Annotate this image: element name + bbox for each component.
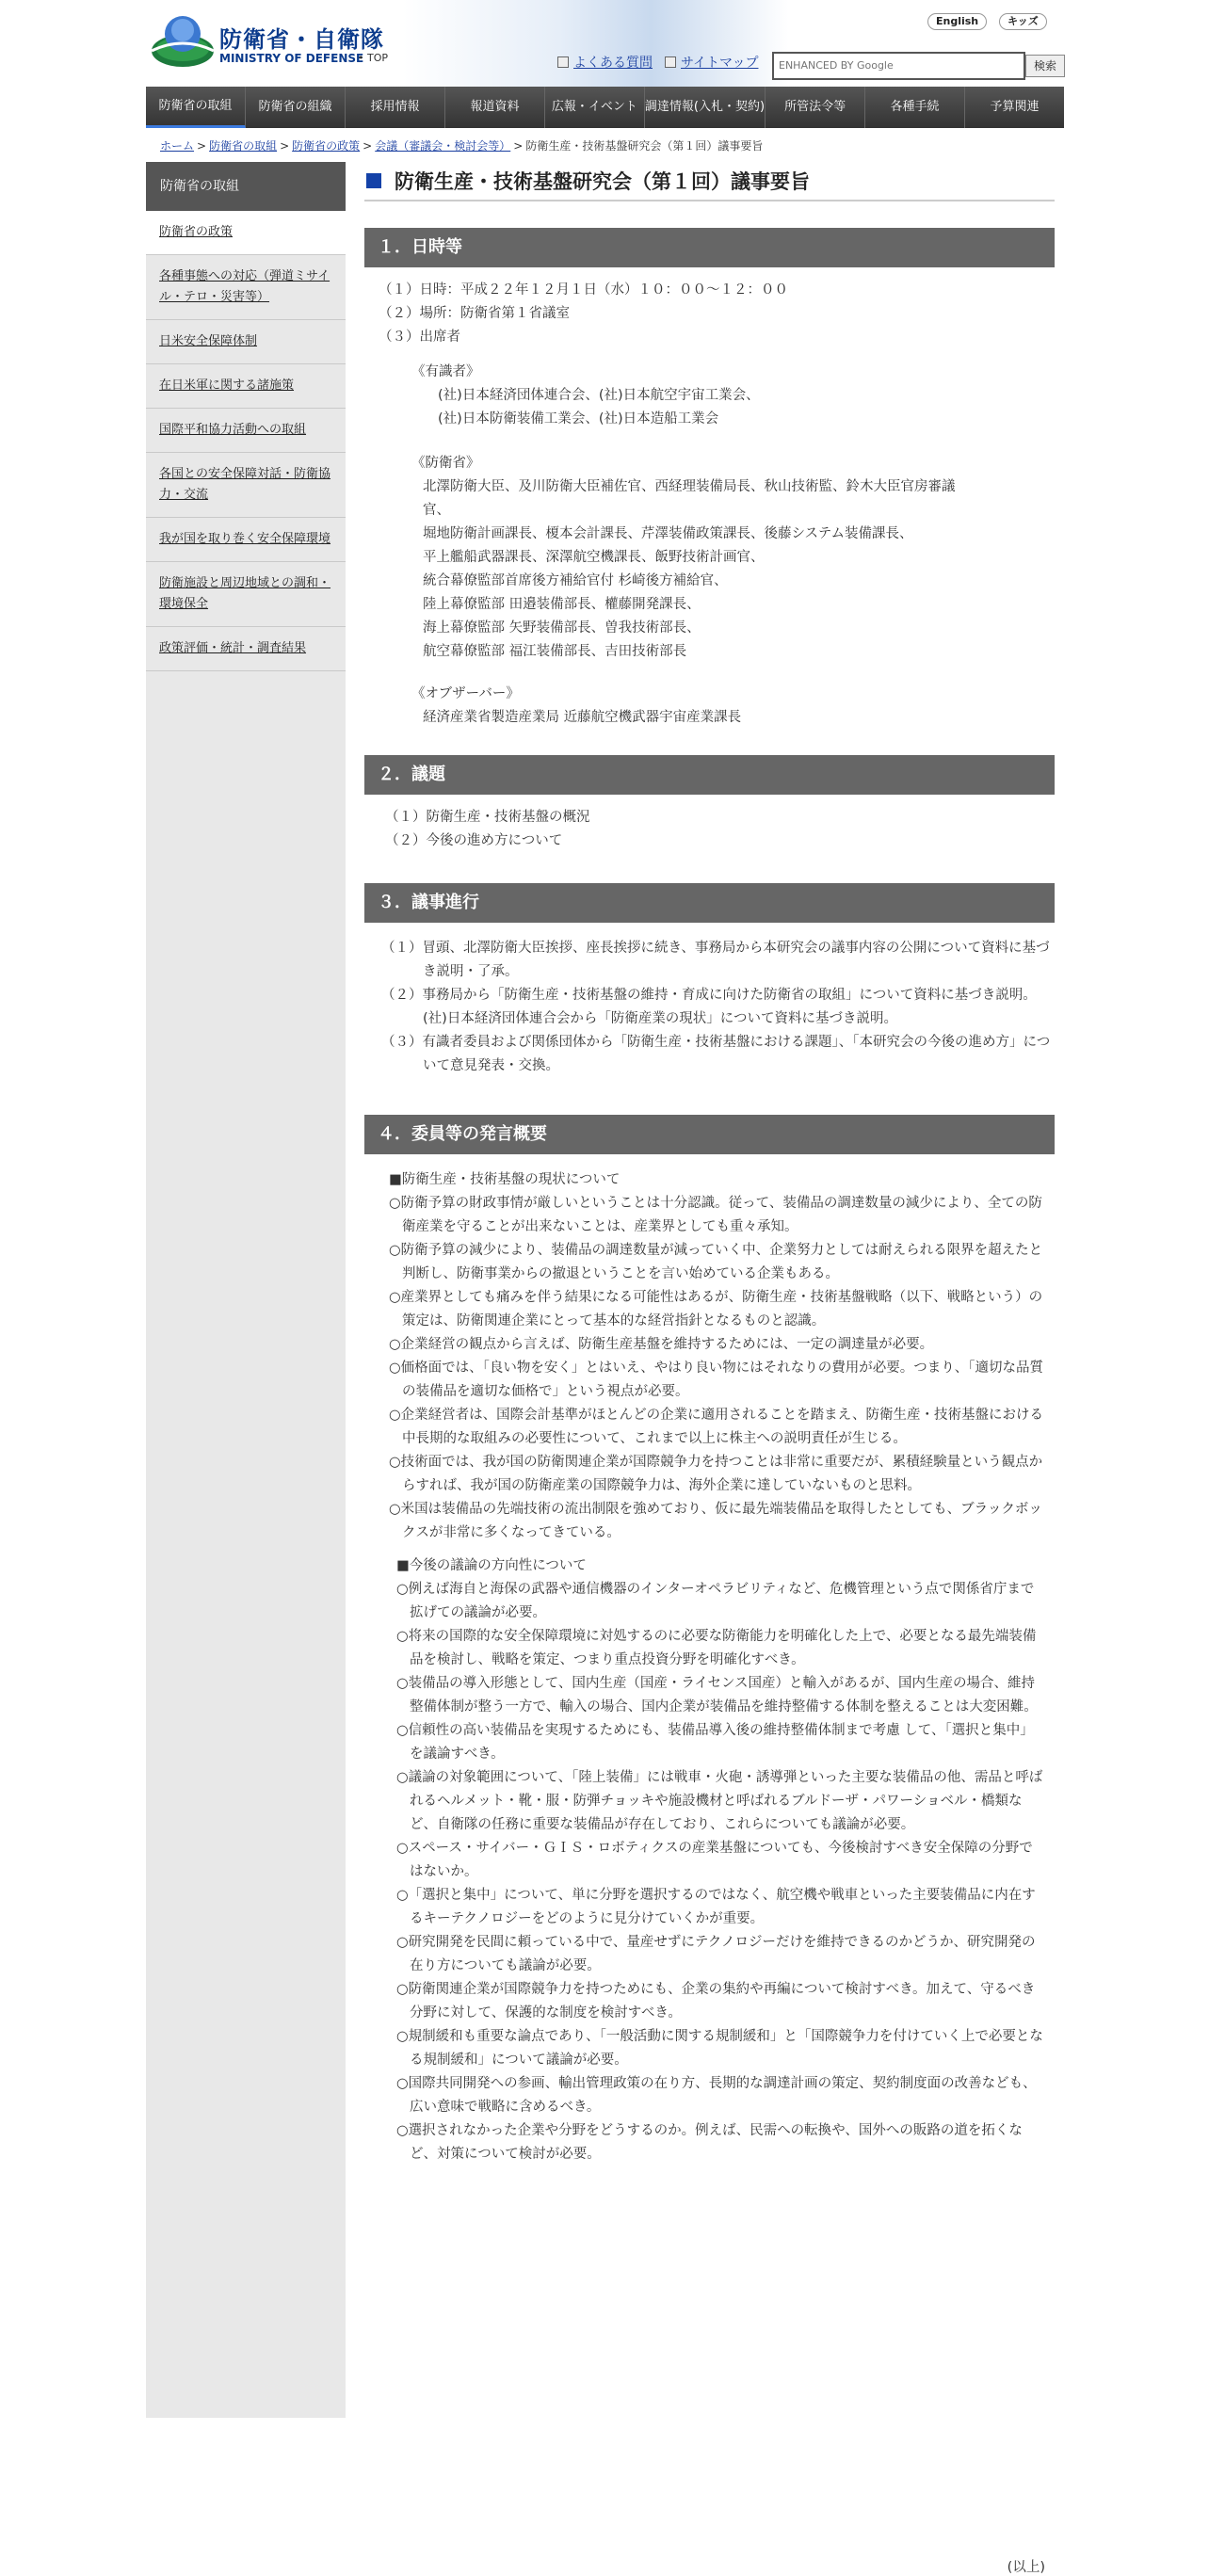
remark-item: ○防衛予算の財政事情が厳しいということは十分認識。従って、装備品の調達数量の減少により、全ての防衛産業を守ることが出来ないことは、産業界としても重々承知。: [389, 1196, 1042, 1234]
page-title-text: 防衛生産・技術基盤研究会（第１回）議事要旨: [395, 170, 810, 193]
remarks-list-future: [364, 1578, 1055, 2166]
section-proceedings-body: [364, 937, 1055, 1078]
remark-item: ○例えば海自と海保の武器や通信機器のインターオペラビリティなど、危機管理という点で関係省庁まで拡げての議論が必要。: [396, 1582, 1035, 1620]
remark-item: ○技術面では、我が国の防衛関連企業が国際競争力を持つことは非常に重要だが、累積経験量という観点からすれば、我が国の防衛産業の国際競争力は、海外企業に達していないものと思料。: [389, 1455, 1043, 1493]
mod-line: 北澤防衛大臣、及川防衛大臣補佐官、西経理装備局長、秋山技術監、鈴木大臣官房審議: [423, 479, 956, 494]
kids-button[interactable]: キッズ: [999, 13, 1047, 30]
nav-item-procedures[interactable]: 各種手続: [865, 87, 965, 128]
global-nav: [146, 87, 1064, 128]
experts-heading: 《有識者》: [411, 364, 480, 379]
section-datetime-heading: １．日時等: [364, 228, 1055, 267]
breadcrumb-home[interactable]: ホーム: [160, 139, 195, 153]
sidebar-item-facilities-harmony[interactable]: 防衛施設と周辺地域との調和・環境保全: [146, 562, 346, 627]
section-proceedings-heading: ３．議事進行: [364, 883, 1055, 923]
remark-item: ○研究開発を民間に頼っている中で、量産せずにテクノロジーだけを維持できるのかどうか、研究開発の在り方についても議論が必要。: [396, 1935, 1036, 1973]
remark-item: ○企業経営の観点から言えば、防衛生産基盤を維持するためには、一定の調達量が必要。: [389, 1337, 934, 1352]
nav-item-recruitment[interactable]: 採用情報: [346, 87, 445, 128]
page-title: [364, 162, 1055, 201]
remark-item: ○信頼性の高い装備品を実現するためにも、装備品導入後の維持整備体制まで考慮 して、「選択と集中」を議論すべき。: [396, 1723, 1034, 1762]
title-square-icon: [366, 173, 381, 188]
sidebar-item-policy[interactable]: 防衛省の政策: [146, 211, 346, 255]
top-link[interactable]: • TOP: [358, 52, 388, 64]
section-agenda-body: [364, 806, 1055, 853]
mod-line: 官、: [423, 503, 450, 518]
remark-item: ○「選択と集中」について、単に分野を選択するのではなく、航空機や戦車といった主要装備品に内在するキーテクノロジーをどのように見分けていくかが重要。: [396, 1888, 1036, 1926]
remark-item: ○防衛関連企業が国際競争力を持つためにも、企業の集約や再編について検討すべき。加えて、守るべき分野に対して、保護的な制度を検討すべき。: [396, 1982, 1036, 2021]
agenda-item: （２）今後の進め方について: [385, 833, 563, 848]
main-content: [364, 162, 1055, 2575]
mod-heading: 《防衛省》: [411, 456, 480, 471]
sidebar-item-usfj[interactable]: 在日米軍に関する諸施策: [146, 364, 346, 409]
link-bullet-icon: [665, 56, 676, 68]
remark-item: ○規制緩和も重要な論点であり、「一般活動に関する規制緩和」と「国際競争力を付けていく上で必要となる規制緩和」について議論が必要。: [396, 2029, 1043, 2068]
english-button[interactable]: English: [927, 13, 987, 30]
faq-label: よくある質問: [573, 56, 653, 71]
logo-text-en[interactable]: MINISTRY OF DEFENSE: [219, 52, 364, 65]
remark-item: ○産業界としても痛みを伴う結果になる可能性はあるが、防衛生産・技術基盤戦略（以下、戦略という）の策定は、防衛関連企業にとって基本的な経営指針となるものと認識。: [389, 1290, 1043, 1328]
mod-line: 統合幕僚監部首席後方補給官付 杉崎後方補給官、: [423, 573, 728, 588]
section-datetime-body: [364, 279, 1055, 730]
experts-line: (社)日本防衛装備工業会、(社)日本造船工業会: [438, 411, 719, 427]
remarks-subheading: ■今後の議論の方向性について: [396, 1558, 587, 1573]
mod-line: 堀地防衛計画課長、榎本会計課長、芹澤装備政策課長、後藤システム装備課長、: [423, 526, 913, 541]
sidebar-item-security-environment[interactable]: 我が国を取り巻く安全保障環境: [146, 518, 346, 562]
sidebar-item-defense-exchange[interactable]: 各国との安全保障対話・防衛協力・交流: [146, 453, 346, 518]
remarks-subheading: ■防衛生産・技術基盤の現状について: [389, 1172, 621, 1187]
search-input[interactable]: [774, 54, 1024, 76]
remark-item: ○企業経営者は、国際会計基準がほとんどの企業に適用されることを踏まえ、防衛生産・技術基盤における中長期的な取組みの必要性について、これまで以上に株主への説明責任が生じる。: [389, 1408, 1044, 1446]
breadcrumb-meetings[interactable]: 会議（審議会・検討会等）: [375, 139, 511, 153]
nav-item-laws[interactable]: 所管法令等: [766, 87, 865, 128]
nav-item-procurement[interactable]: 調達情報(入札・契約): [645, 87, 766, 128]
mod-line: 陸上幕僚監部 田邉装備部長、權藤開発課長、: [423, 597, 701, 612]
end-mark: (以上): [1007, 2560, 1045, 2575]
attendees-line: （３）出席者: [379, 330, 460, 345]
proceedings-item: （２）事務局から「防衛生産・技術基盤の維持・育成に向けた防衛省の取組」について資料に基づき説明。(社)日本経済団体連合会から「防衛産業の現状」について資料に基づき説明。: [381, 988, 1037, 1026]
remarks-list-current: [364, 1192, 1055, 1545]
remark-item: ○将来の国際的な安全保障環境に対処するのに必要な防衛能力を明確化した上で、必要となる最先端装備品を検討し、戦略を策定、つまり重点投資分野を明確化すべき。: [396, 1629, 1037, 1667]
proceedings-item: （３）有識者委員および関係団体から「防衛生産・技術基盤における課題」、「本研究会の今後の進め方」について意見発表・交換。: [381, 1035, 1051, 1073]
mod-line: 平上艦船武器課長、深澤航空機課長、飯野技術計画官、: [423, 550, 765, 565]
mod-line: 航空幕僚監部 福江装備部長、吉田技術部長: [423, 644, 687, 659]
site-header: [146, 0, 1064, 87]
nav-item-initiatives[interactable]: 防衛省の取組: [146, 87, 246, 128]
breadcrumb-initiatives[interactable]: 防衛省の取組: [209, 139, 278, 153]
faq-link[interactable]: [557, 53, 653, 72]
page: [146, 0, 1064, 2575]
experts-line: (社)日本経済団体連合会、(社)日本航空宇宙工業会、: [438, 388, 760, 403]
breadcrumb: ホーム > 防衛省の取組 > 防衛省の政策 > 会議（審議会・検討会等） > 防衛生産・技術基盤研究会（第１回）議事要旨: [160, 139, 764, 153]
remark-item: ○スペース・サイバー・ＧＩＳ・ロボティクスの産業基盤についても、今後検討すべき安全保障の分野ではないか。: [396, 1841, 1033, 1879]
sitemap-label: サイトマップ: [681, 56, 759, 71]
link-bullet-icon: [557, 56, 569, 68]
mod-line: 海上幕僚監部 矢野装備部長、曽我技術部長、: [423, 620, 701, 636]
datetime-line: （１）日時：平成２２年１２月１日（水）１０：００～１２：００: [379, 282, 788, 298]
observer-line: 経済産業省製造産業局 近藤航空機武器宇宙産業課長: [423, 710, 742, 725]
nav-item-organization[interactable]: 防衛省の組織: [246, 87, 346, 128]
observer-heading: 《オブザーバー》: [411, 686, 520, 701]
section-remarks-heading: ４．委員等の発言概要: [364, 1115, 1055, 1154]
breadcrumb-policy[interactable]: 防衛省の政策: [292, 139, 361, 153]
section-agenda-heading: ２．議題: [364, 755, 1055, 795]
nav-item-budget[interactable]: 予算関連: [990, 100, 1040, 114]
remark-item: ○国際共同開発への参画、輸出管理政策の在り方、長期的な調達計画の策定、契約制度面の改善なども、広い意味で戦略に含めるべき。: [396, 2076, 1037, 2115]
remark-item: ○防衛予算の減少により、装備品の調達数量が減っていく中、企業努力としては耐えられる限界を超えたと判断し、防衛事業からの撤退ということを言い始めている企業もある。: [389, 1243, 1043, 1281]
remark-item: ○議論の対象範囲について、「陸上装備」には戦車・火砲・誘導弾といった主要な装備品の他、需品と呼ばれるヘルメット・靴・服・防弾チョッキや施設機材と呼ばれるブルドーザ・パワーショベル・橋類など、自衛隊の任務に重要な装備品が存在しており、これらについても議論が必要。: [396, 1770, 1043, 1832]
remark-item: ○選択されなかった企業や分野をどうするのか。例えば、民需への転換や、国外への販路の道を拓くなど、対策について検討が必要。: [396, 2123, 1023, 2162]
place-line: （２）場所：防衛省第１省議室: [379, 306, 570, 321]
sitemap-link[interactable]: [665, 53, 758, 72]
nav-item-events[interactable]: 広報・イベント: [545, 87, 645, 128]
remark-item: ○価格面では、「良い物を安く」とはいえ、やはり良い物にはそれなりの費用が必要。つまり、「適切な品質の装備品を適切な価格で」という視点が必要。: [389, 1360, 1044, 1399]
mod-logo-icon[interactable]: [150, 9, 216, 68]
search-button[interactable]: 検索: [1025, 55, 1065, 77]
site-search[interactable]: [772, 52, 1025, 80]
nav-item-press[interactable]: 報道資料: [445, 87, 545, 128]
sidebar-item-peace-cooperation[interactable]: 国際平和協力活動への取組: [146, 409, 346, 453]
logo-text-ja[interactable]: 防衛省・自衛隊: [219, 26, 384, 53]
proceedings-item: （１）冒頭、北澤防衛大臣挨拶、座長挨拶に続き、事務局から本研究会の議事内容の公開について資料に基づき説明・了承。: [381, 941, 1050, 979]
sidebar-item-contingencies[interactable]: 各種事態への対応（弾道ミサイル・テロ・災害等）: [146, 255, 346, 320]
breadcrumb-current: 防衛生産・技術基盤研究会（第１回）議事要旨: [525, 139, 764, 153]
sidebar: [146, 162, 346, 2418]
remark-item: ○装備品の導入形態として、国内生産（国産・ライセンス国産）と輸入があるが、国内生産の場合、維持整備体制が整う一方で、輸入の場合、国内企業が装備品を維持整備する体制を整えることは大変困難。: [396, 1676, 1038, 1715]
sidebar-item-policy-evaluation[interactable]: 政策評価・統計・調査結果: [146, 627, 346, 671]
sidebar-item-japan-us-security[interactable]: 日米安全保障体制: [146, 320, 346, 364]
remark-item: ○米国は装備品の先端技術の流出制限を強めており、仮に最先端装備品を取得したとしても、ブラックボックスが非常に多くなってきている。: [389, 1502, 1042, 1540]
sidebar-title: 防衛省の取組: [146, 162, 346, 211]
section-remarks-body: [364, 1168, 1055, 2166]
agenda-item: （１）防衛生産・技術基盤の概況: [385, 810, 590, 825]
